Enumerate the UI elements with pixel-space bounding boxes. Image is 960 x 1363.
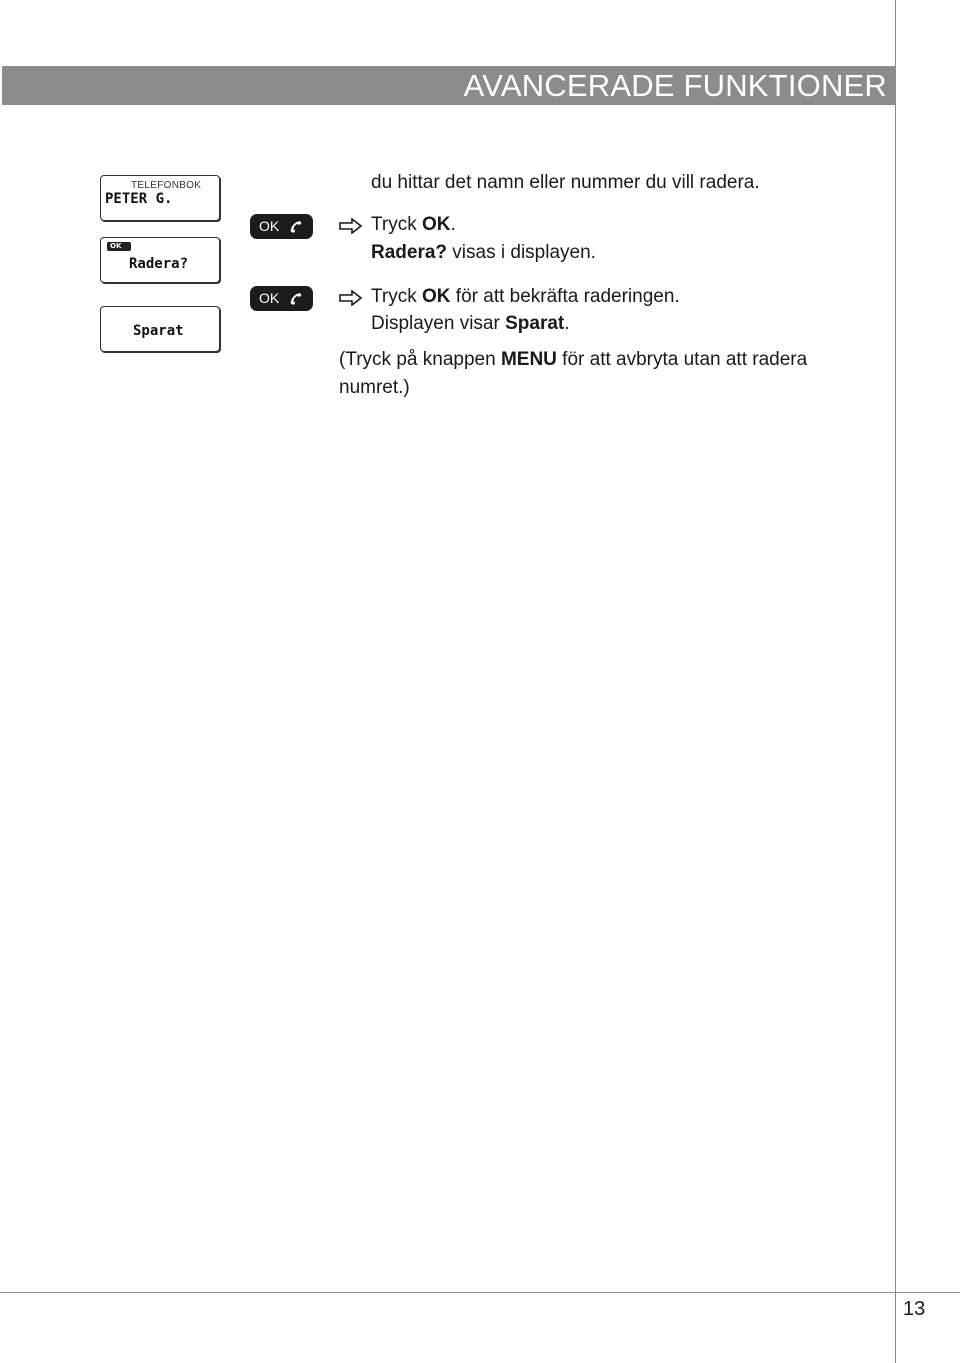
footer-rule: [0, 1292, 960, 1293]
step-2-result-suffix: .: [564, 313, 570, 334]
arrow-right-icon: [339, 290, 363, 306]
intro-line: du hittar det namn eller nummer du vill radera.: [371, 172, 760, 193]
step-1-prefix: Tryck: [371, 214, 423, 235]
step-1: [371, 213, 456, 237]
ok-key-label: OK: [259, 218, 280, 234]
step-2-result-term: Sparat: [505, 313, 565, 334]
handset-icon: [288, 219, 304, 234]
right-margin-rule: [895, 0, 896, 1363]
step-1-result: [371, 241, 596, 265]
display-delete-prompt: [100, 237, 220, 283]
display-sub-label: TELEFONBOK: [131, 180, 202, 191]
cancel-note-prefix: (Tryck på knappen: [339, 349, 501, 370]
cancel-note-line-2: numret.): [339, 377, 410, 398]
arrow-right-icon: [339, 218, 363, 234]
section-header-bar: [2, 66, 895, 105]
step-2-result: [371, 312, 570, 336]
ok-key: [250, 286, 313, 311]
step-2-prefix: Tryck: [371, 286, 423, 307]
display-phonebook: [100, 175, 220, 221]
step-2-key: OK: [422, 286, 451, 307]
step-2-result-prefix: Displayen visar: [371, 313, 506, 334]
cancel-note-suffix: för att avbryta utan att radera: [556, 349, 808, 370]
display-main-text: Sparat: [133, 323, 184, 339]
cancel-note: [339, 348, 807, 372]
step-2: [371, 285, 680, 309]
step-1-result-rest: visas i displayen.: [447, 242, 596, 263]
step-2-suffix: för att bekräfta raderingen.: [450, 286, 680, 307]
handset-icon: [288, 291, 304, 306]
display-main-text: PETER G.: [105, 191, 173, 207]
display-saved: [100, 306, 220, 352]
step-1-key: OK: [422, 214, 451, 235]
cancel-note-key: MENU: [500, 349, 557, 370]
ok-key-label: OK: [259, 290, 280, 306]
display-main-text: Radera?: [129, 256, 189, 272]
page-number: 13: [903, 1298, 926, 1320]
section-title: AVANCERADE FUNKTIONER: [463, 68, 887, 103]
ok-key: [250, 214, 313, 239]
ok-indicator-icon: OK: [107, 242, 131, 251]
step-1-suffix: .: [450, 214, 456, 235]
step-1-result-term: Radera?: [371, 242, 448, 263]
